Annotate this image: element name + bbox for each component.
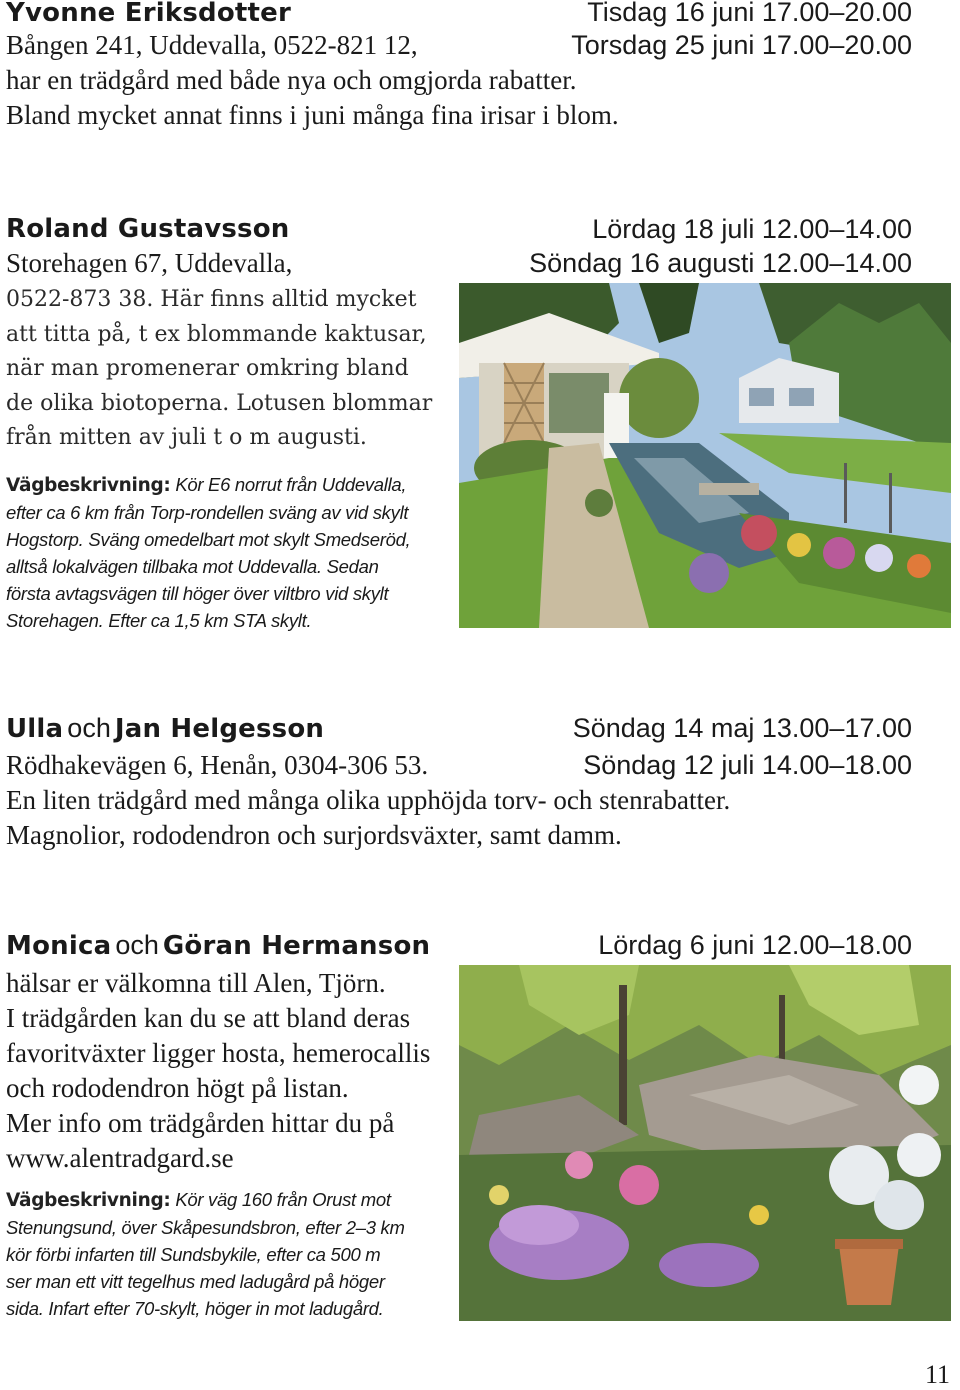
directions-line: alltså lokalvägen tillbaka mot Uddevalla. Sedan xyxy=(6,556,379,577)
description-line: 0522-873 38. Här finns alltid mycket xyxy=(6,287,417,312)
directions-label: Vägbeskrivning: xyxy=(6,1190,171,1211)
open-date: Söndag 16 augusti 12.00–14.00 xyxy=(529,248,912,278)
directions-line: Stenungsund, över Skåpesundsbron, efter 2–3 km xyxy=(6,1217,405,1238)
directions-line: första avtagsvägen till höger över viltbro vid skylt xyxy=(6,583,389,604)
website-link[interactable]: www.alentradgard.se xyxy=(6,1143,234,1173)
garden-photo xyxy=(459,965,951,1321)
directions-line: efter ca 6 km från Torp-rondellen sväng av vid skylt xyxy=(6,502,409,523)
conjunction: och xyxy=(115,930,159,960)
host-name: Roland Gustavsson xyxy=(6,214,290,244)
description xyxy=(6,283,432,456)
directions-line: Hogstorp. Sväng omedelbart mot skylt Smedseröd, xyxy=(6,529,411,550)
page-number: 11 xyxy=(924,1360,950,1389)
directions-line: Storehagen. Efter ca 1,5 km STA skylt. xyxy=(6,610,312,631)
description-line: Mer info om trädgården hittar du på xyxy=(6,1108,395,1138)
host-name: Ulla xyxy=(6,714,64,744)
garden-photo xyxy=(459,283,951,628)
host-name: Yvonne Eriksdotter xyxy=(6,0,291,28)
description-line: Magnolior, rododendron och surjordsväxter, samt damm. xyxy=(6,820,622,850)
open-date: Lördag 6 juni 12.00–18.00 xyxy=(598,930,912,960)
open-date: Torsdag 25 juni 17.00–20.00 xyxy=(571,30,912,60)
host-names xyxy=(6,930,430,961)
description-line: från mitten av juli t o m augusti. xyxy=(6,425,367,450)
directions-label: Vägbeskrivning: xyxy=(6,475,171,496)
host-name: Göran Hermanson xyxy=(162,931,431,961)
description-line: har en trädgård med både nya och omgjorda rabatter. xyxy=(6,65,577,95)
directions xyxy=(6,1186,405,1322)
directions-line: kör förbi infarten till Sundsbykile, efter ca 500 m xyxy=(6,1244,381,1265)
description-line: de olika biotoperna. Lotusen blommar xyxy=(6,390,433,416)
directions xyxy=(6,471,410,634)
host-names xyxy=(6,713,324,744)
description-line: och rododendron högt på listan. xyxy=(6,1073,349,1103)
description-line: En liten trädgård med många olika upphöjda torv- och stenrabatter. xyxy=(6,785,731,815)
address: Rödhakevägen 6, Henån, 0304-306 53. xyxy=(6,750,429,780)
description xyxy=(6,966,430,1176)
directions-line: sida. Infart efter 70-skylt, höger in mot ladugård. xyxy=(6,1298,384,1319)
address: Storehagen 67, Uddevalla, xyxy=(6,248,293,278)
conjunction: och xyxy=(67,713,111,743)
description-line: favoritväxter ligger hosta, hemerocallis xyxy=(6,1038,431,1068)
directions-line: Kör väg 160 från Orust mot xyxy=(170,1189,391,1210)
directions-line: Kör E6 norrut från Uddevalla, xyxy=(170,474,407,495)
open-date: Tisdag 16 juni 17.00–20.00 xyxy=(587,0,912,27)
open-date: Söndag 12 juli 14.00–18.00 xyxy=(583,750,912,780)
description-line: Bland mycket annat finns i juni många fina irisar i blom. xyxy=(6,100,619,130)
description-line: hälsar er välkomna till Alen, Tjörn. xyxy=(6,968,386,998)
description-line: när man promenerar omkring bland xyxy=(6,356,409,381)
directions-line: ser man ett vitt tegelhus med ladugård på höger xyxy=(6,1271,385,1292)
description-line: att titta på, t ex blommande kaktusar, xyxy=(6,321,427,347)
address: Bången 241, Uddevalla, 0522-821 12, xyxy=(6,30,418,60)
open-date: Lördag 18 juli 12.00–14.00 xyxy=(592,214,912,244)
host-name: Monica xyxy=(6,931,112,961)
host-name: Jan Helgesson xyxy=(114,714,325,744)
open-date: Söndag 14 maj 13.00–17.00 xyxy=(572,713,912,743)
description-line: I trädgården kan du se att bland deras xyxy=(6,1003,411,1033)
